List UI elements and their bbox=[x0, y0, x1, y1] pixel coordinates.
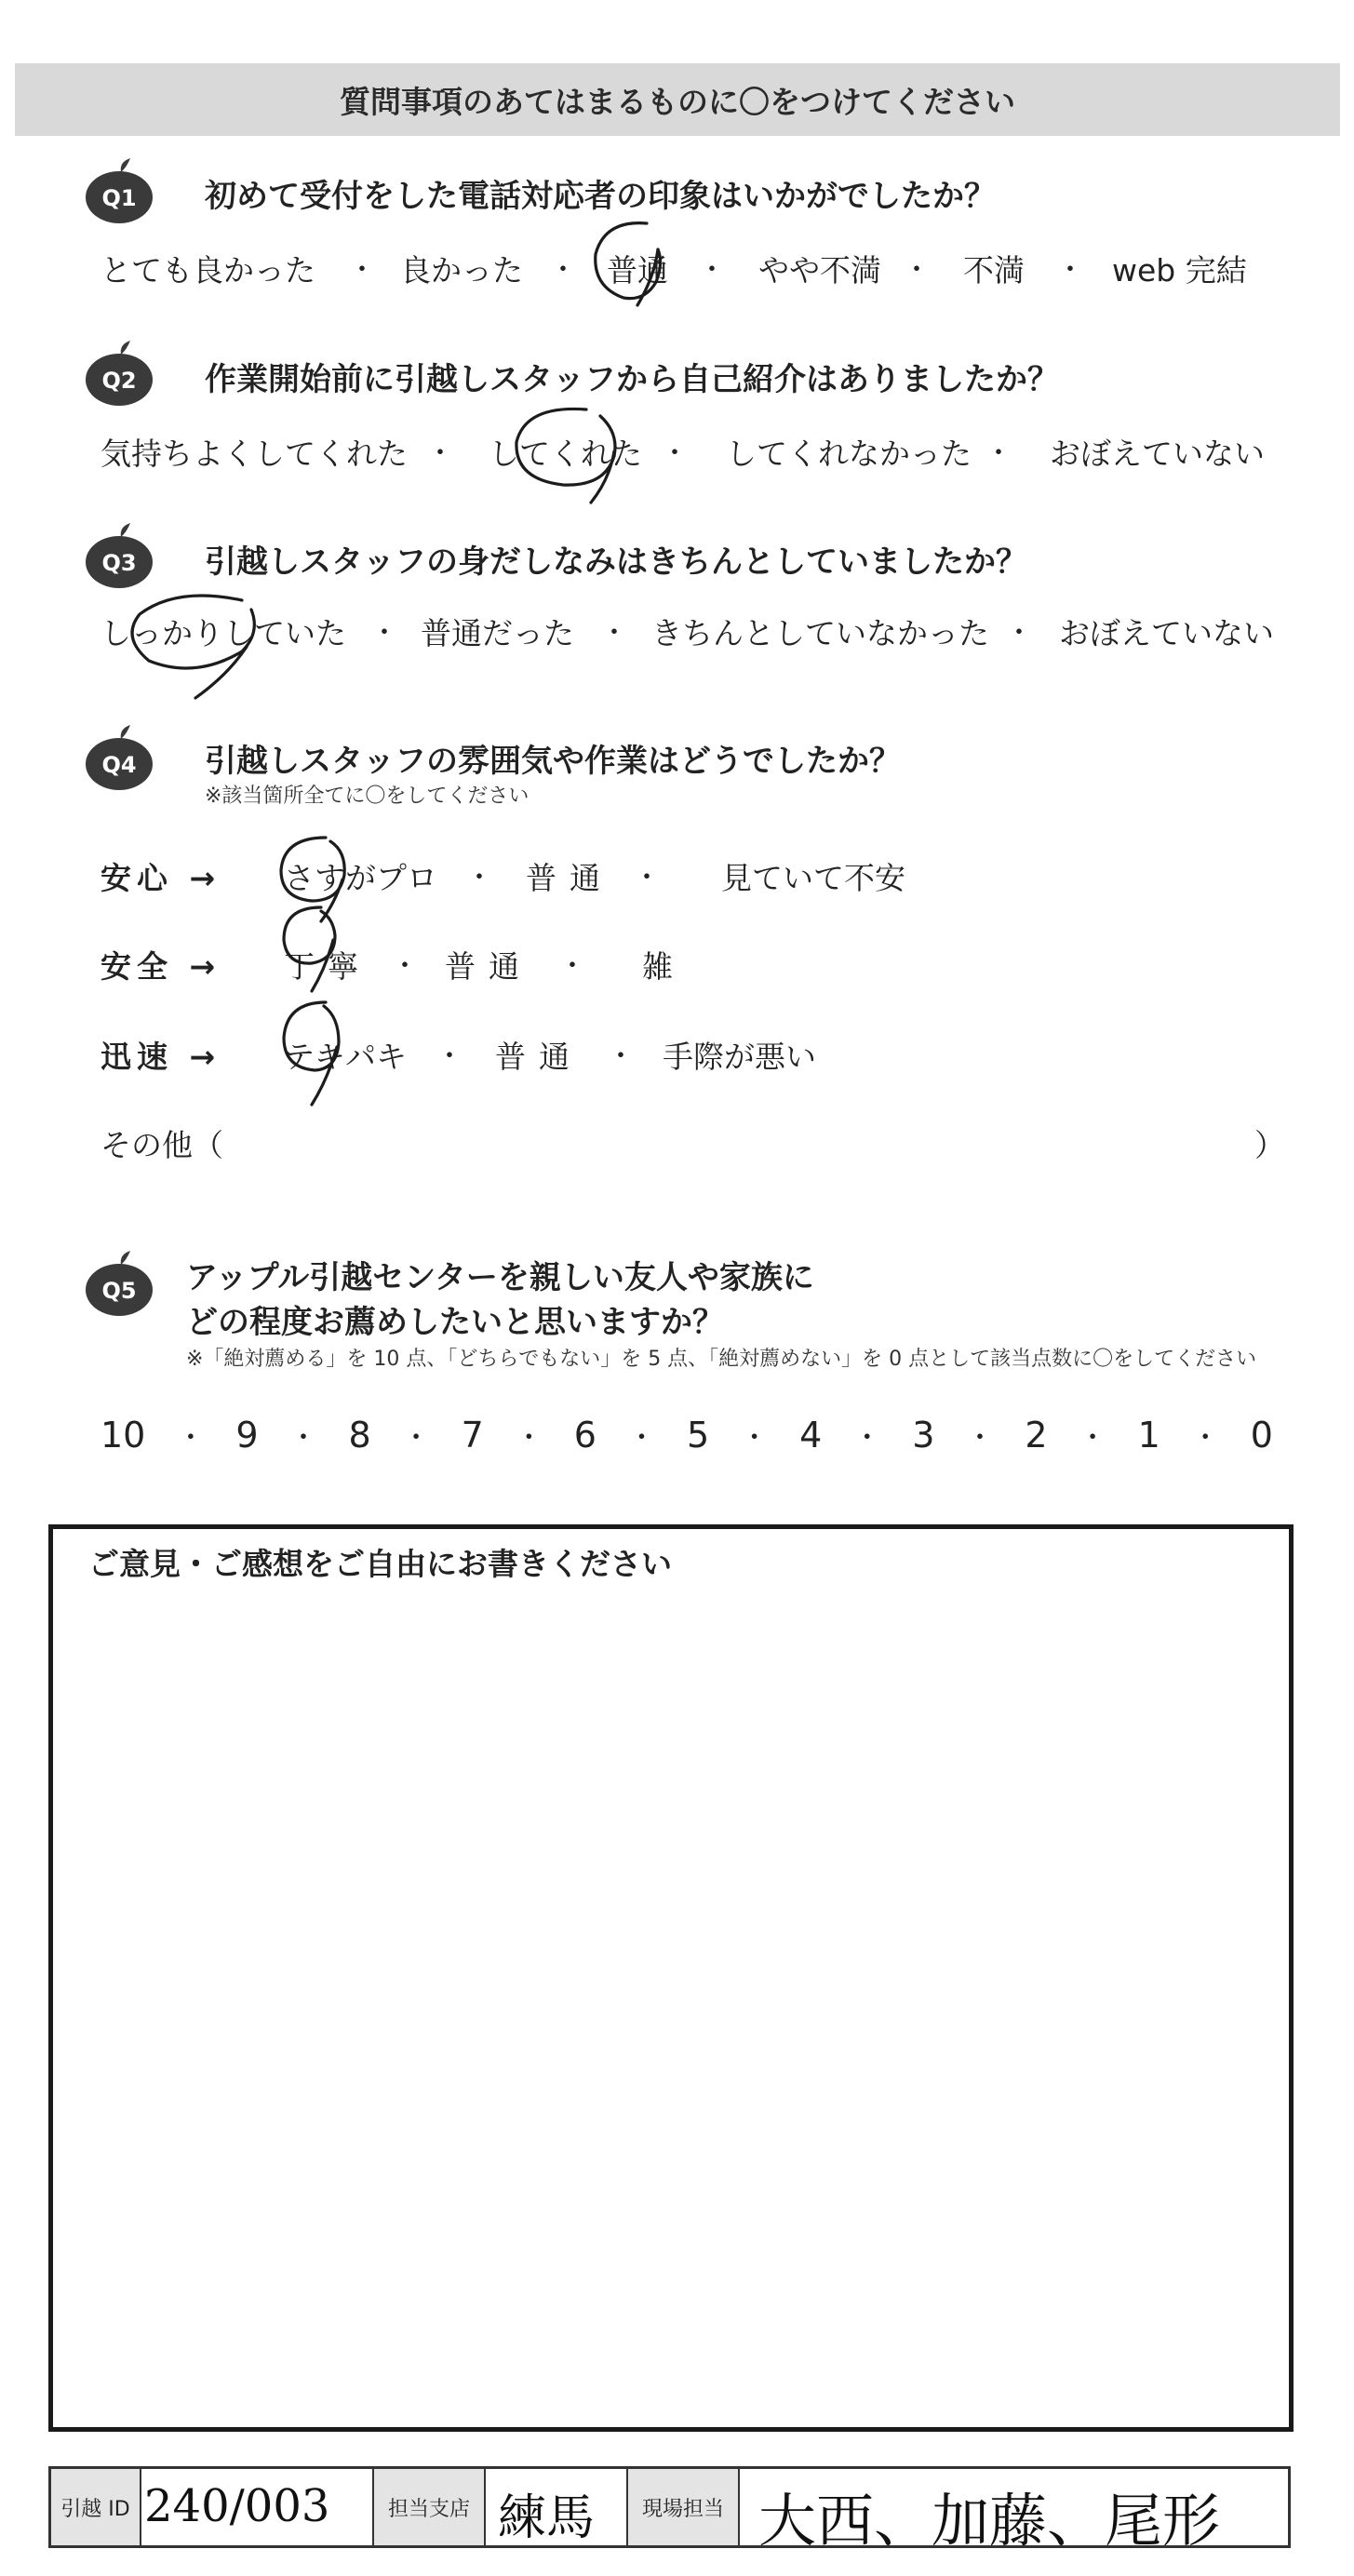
q4-title: 引越しスタッフの雰囲気や作業はどうでしたか？ bbox=[205, 743, 901, 780]
q5-title-line2: どの程度お薦めしたいと思いますか？ bbox=[186, 1304, 724, 1341]
branch-value[interactable]: 練馬 bbox=[498, 2490, 596, 2546]
score-1[interactable]: 1 bbox=[1137, 1415, 1160, 1456]
q4-row1-option-3[interactable]: 見ていて不安 bbox=[721, 860, 905, 896]
q4-row2-option-1[interactable]: 丁寧 bbox=[284, 948, 371, 985]
q1-circle-mark bbox=[582, 212, 693, 315]
separator-dot: ・ bbox=[698, 254, 726, 287]
separator-dot: ・ bbox=[607, 1040, 635, 1073]
q4-other-close: ） bbox=[1254, 1127, 1285, 1163]
separator-dot: ・ bbox=[558, 950, 586, 983]
q4-row-label-anzen: 安全 → bbox=[101, 948, 221, 985]
separator-dot: ・ bbox=[903, 254, 931, 287]
score-4[interactable]: 4 bbox=[799, 1415, 823, 1456]
q2-badge-label: Q2 bbox=[101, 368, 137, 394]
q4-row3-circle-mark bbox=[270, 991, 363, 1112]
q1-option-4[interactable]: やや不満 bbox=[758, 252, 881, 288]
q4-row-label-anshin: 安心 → bbox=[101, 860, 221, 896]
score-10[interactable]: 10 bbox=[101, 1415, 146, 1456]
q1-badge-label: Q1 bbox=[101, 185, 137, 211]
q1-option-5[interactable]: 不満 bbox=[963, 252, 1025, 288]
q4-row2-circle-mark bbox=[270, 898, 363, 1000]
staff-label: 現場担当 bbox=[626, 2469, 740, 2545]
q4-row2-option-3[interactable]: 雑 bbox=[642, 948, 673, 985]
q3-circle-mark bbox=[112, 582, 279, 703]
q3-badge-label: Q3 bbox=[101, 550, 137, 576]
q1-option-3[interactable]: 普通 bbox=[607, 252, 668, 288]
score-9[interactable]: 9 bbox=[235, 1415, 259, 1456]
q1-option-1[interactable]: とても良かった bbox=[101, 252, 315, 288]
q3-title: 引越しスタッフの身だしなみはきちんとしていましたか？ bbox=[205, 543, 1027, 581]
branch-label: 担当支店 bbox=[372, 2469, 486, 2545]
separator-dot: ・ bbox=[549, 254, 577, 287]
q5-badge-icon bbox=[82, 1247, 156, 1322]
separator-dot: ・ bbox=[348, 254, 376, 287]
q3-option-4[interactable]: おぼえていない bbox=[1059, 615, 1274, 651]
separator-dot: ・ bbox=[370, 617, 398, 650]
q4-badge-icon bbox=[82, 721, 156, 796]
q5-badge-label: Q5 bbox=[101, 1278, 137, 1304]
separator-dot: ・ bbox=[985, 437, 1012, 470]
separator-dot: ・ bbox=[852, 1422, 881, 1455]
separator-dot: ・ bbox=[426, 437, 454, 470]
score-8[interactable]: 8 bbox=[348, 1415, 371, 1456]
q4-row1-option-2[interactable]: 普通 bbox=[526, 860, 613, 896]
staff-value[interactable]: 大西、加藤、尾形 bbox=[758, 2487, 1221, 2555]
separator-dot: ・ bbox=[176, 1422, 205, 1455]
q2-option-4[interactable]: おぼえていない bbox=[1050, 436, 1265, 472]
separator-dot: ・ bbox=[1056, 254, 1084, 287]
separator-dot: ・ bbox=[740, 1422, 769, 1455]
separator-dot: ・ bbox=[289, 1422, 317, 1455]
separator-dot: ・ bbox=[600, 617, 628, 650]
q4-row3-option-1[interactable]: テキパキ bbox=[284, 1039, 407, 1075]
q3-option-3[interactable]: きちんとしていなかった bbox=[651, 615, 989, 651]
separator-dot: ・ bbox=[661, 437, 689, 470]
q5-note: ※「絶対薦める」を 10 点、「どちらでもない」を 5 点、「絶対薦めない」を 0 点として該当点数に〇をしてください bbox=[186, 1348, 1257, 1371]
q1-option-2[interactable]: 良かった bbox=[400, 252, 523, 288]
q1-option-6[interactable]: web 完結 bbox=[1112, 252, 1247, 288]
comment-box[interactable] bbox=[48, 1524, 1294, 2432]
score-6[interactable]: 6 bbox=[573, 1415, 597, 1456]
q2-option-2[interactable]: してくれた bbox=[489, 436, 642, 472]
separator-dot: ・ bbox=[633, 862, 661, 894]
separator-dot: ・ bbox=[391, 950, 419, 983]
q4-row1-option-1[interactable]: さすがプロ bbox=[284, 860, 437, 896]
q2-title: 作業開始前に引越しスタッフから自己紹介はありましたか？ bbox=[205, 361, 1059, 398]
q2-option-3[interactable]: してくれなかった bbox=[726, 436, 972, 472]
separator-dot: ・ bbox=[436, 1040, 463, 1073]
q2-option-1[interactable]: 気持ちよくしてくれた bbox=[101, 436, 408, 472]
q4-row3-option-2[interactable]: 普通 bbox=[495, 1039, 583, 1075]
score-5[interactable]: 5 bbox=[686, 1415, 710, 1456]
move-id-value[interactable]: 240/003 bbox=[144, 2480, 330, 2532]
separator-dot: ・ bbox=[1079, 1422, 1107, 1455]
footer-table bbox=[48, 2466, 1291, 2555]
separator-dot: ・ bbox=[965, 1422, 994, 1455]
separator-dot: ・ bbox=[515, 1422, 543, 1455]
q5-score-scale bbox=[101, 1415, 1273, 1456]
q1-title: 初めて受付をした電話対応者の印象はいかがでしたか？ bbox=[205, 178, 996, 215]
q4-row3-option-3[interactable]: 手際が悪い bbox=[663, 1039, 816, 1075]
q4-badge-label: Q4 bbox=[101, 752, 137, 778]
q1-badge-icon bbox=[82, 154, 156, 229]
instruction-header: 質問事項のあてはまるものに〇をつけてください bbox=[15, 63, 1340, 136]
q3-option-1[interactable]: しっかりしていた bbox=[101, 615, 346, 651]
q2-circle-mark bbox=[498, 396, 647, 507]
score-0[interactable]: 0 bbox=[1250, 1415, 1273, 1456]
q4-note: ※該当箇所全てに〇をしてください bbox=[205, 785, 530, 808]
score-7[interactable]: 7 bbox=[461, 1415, 484, 1456]
separator-dot: ・ bbox=[627, 1422, 656, 1455]
q4-row-label-jinsoku: 迅速 → bbox=[101, 1039, 221, 1075]
q3-option-2[interactable]: 普通だった bbox=[421, 615, 574, 651]
separator-dot: ・ bbox=[1191, 1422, 1220, 1455]
score-2[interactable]: 2 bbox=[1025, 1415, 1048, 1456]
move-id-label: 引越 ID bbox=[51, 2469, 141, 2545]
q4-row2-option-2[interactable]: 普通 bbox=[445, 948, 532, 985]
separator-dot: ・ bbox=[1005, 617, 1033, 650]
score-3[interactable]: 3 bbox=[912, 1415, 935, 1456]
separator-dot: ・ bbox=[465, 862, 493, 894]
q5-title-line1: アップル引越センターを親しい友人や家族に bbox=[186, 1259, 814, 1296]
comment-title: ご意見・ご感想をご自由にお書きください bbox=[88, 1546, 672, 1582]
q2-badge-icon bbox=[82, 337, 156, 411]
separator-dot: ・ bbox=[402, 1422, 431, 1455]
q4-other-label: その他（ bbox=[101, 1127, 223, 1163]
